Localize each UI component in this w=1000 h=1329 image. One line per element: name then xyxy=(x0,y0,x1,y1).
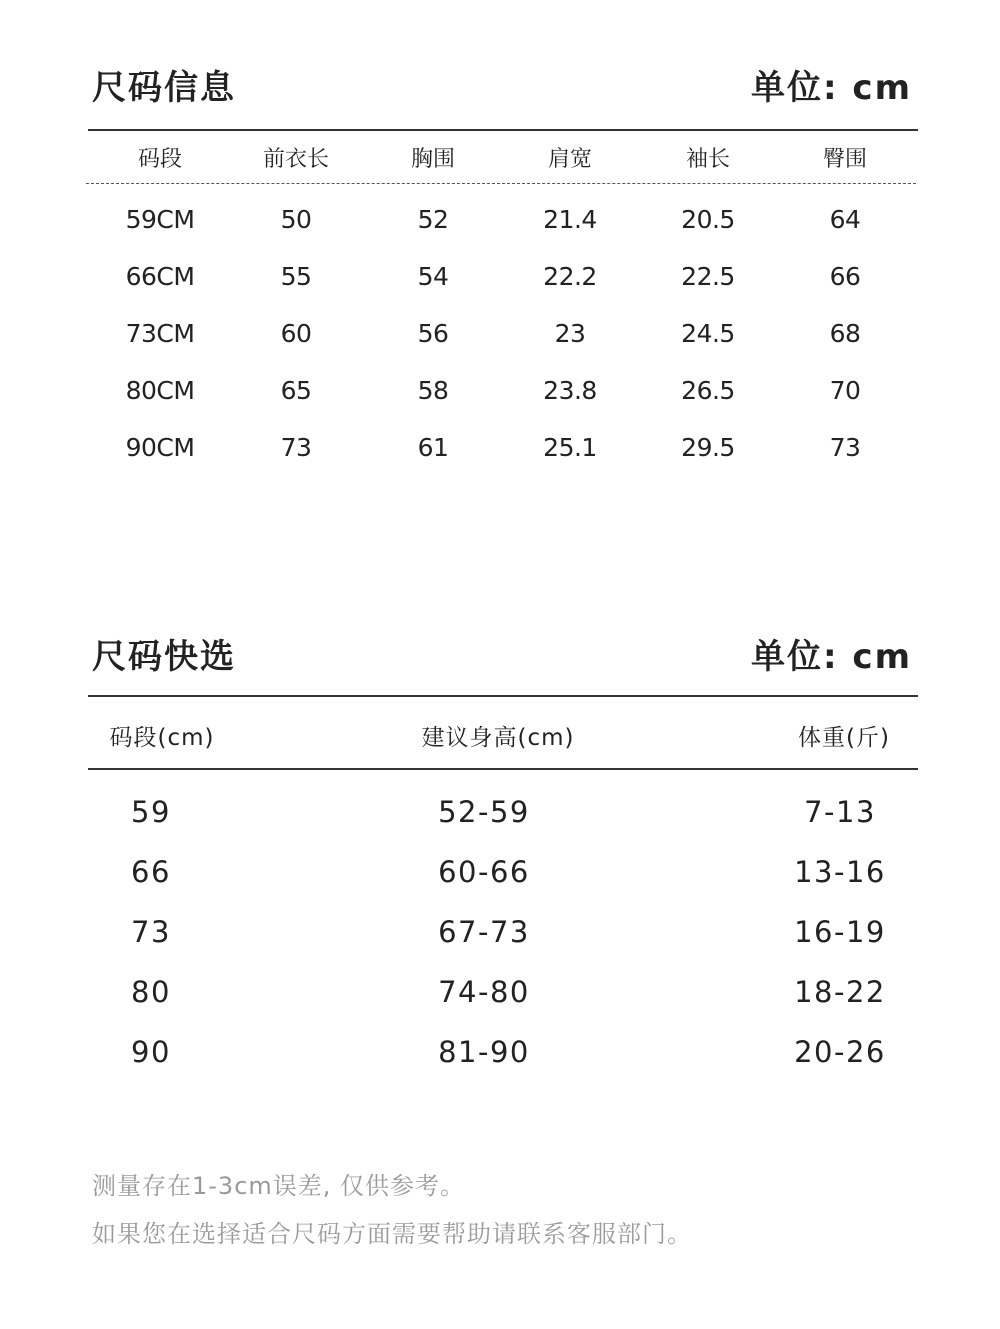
cell-weight: 16-19 xyxy=(794,915,886,949)
cell-front-length: 60 xyxy=(280,319,312,348)
cell-shoulder: 21.4 xyxy=(543,205,597,234)
cell-size: 90CM xyxy=(125,433,195,462)
cell-shoulder: 25.1 xyxy=(543,433,597,462)
size-info-title: 尺码信息 xyxy=(92,68,236,108)
cell-hip: 68 xyxy=(829,319,861,348)
cell-size: 73 xyxy=(131,915,171,949)
cell-chest: 56 xyxy=(417,319,449,348)
quick-select-unit: 单位: cm xyxy=(750,637,912,677)
cell-sleeve: 26.5 xyxy=(681,376,735,405)
size-info-header-divider xyxy=(86,183,916,184)
cell-weight: 7-13 xyxy=(804,795,876,829)
cell-weight: 18-22 xyxy=(794,975,886,1009)
header-size-range: 码段 xyxy=(137,147,183,172)
cell-size: 90 xyxy=(131,1035,171,1069)
cell-hip: 73 xyxy=(829,433,861,462)
cell-height: 74-80 xyxy=(438,975,530,1009)
cell-weight: 20-26 xyxy=(794,1035,886,1069)
cell-height: 81-90 xyxy=(438,1035,530,1069)
cell-shoulder: 23.8 xyxy=(543,376,597,405)
cell-chest: 54 xyxy=(417,262,449,291)
cell-size: 66 xyxy=(131,855,171,889)
measurement-note: 测量存在1-3cm误差, 仅供参考。 xyxy=(92,1172,466,1200)
cell-hip: 66 xyxy=(829,262,861,291)
cell-front-length: 73 xyxy=(280,433,312,462)
help-note: 如果您在选择适合尺码方面需要帮助请联系客服部门。 xyxy=(92,1220,692,1248)
cell-shoulder: 22.2 xyxy=(543,262,597,291)
cell-height: 60-66 xyxy=(438,855,530,889)
cell-size: 66CM xyxy=(125,262,195,291)
cell-sleeve: 24.5 xyxy=(681,319,735,348)
cell-weight: 13-16 xyxy=(794,855,886,889)
header-front-length: 前衣长 xyxy=(262,147,330,172)
cell-shoulder: 23 xyxy=(554,319,586,348)
cell-hip: 70 xyxy=(829,376,861,405)
quick-select-top-rule xyxy=(88,695,918,697)
cell-sleeve: 20.5 xyxy=(681,205,735,234)
header-chest: 胸围 xyxy=(410,147,456,172)
cell-height: 52-59 xyxy=(438,795,530,829)
cell-chest: 61 xyxy=(417,433,449,462)
header-suggested-height: 建议身高(cm) xyxy=(421,725,575,751)
cell-size: 59 xyxy=(131,795,171,829)
header-hip: 臀围 xyxy=(822,147,868,172)
header-sleeve: 袖长 xyxy=(685,147,731,172)
cell-sleeve: 29.5 xyxy=(681,433,735,462)
header-size-range-cm: 码段(cm) xyxy=(109,725,215,751)
cell-size: 59CM xyxy=(125,205,195,234)
cell-sleeve: 22.5 xyxy=(681,262,735,291)
cell-size: 73CM xyxy=(125,319,195,348)
cell-front-length: 55 xyxy=(280,262,312,291)
cell-size: 80CM xyxy=(125,376,195,405)
cell-chest: 58 xyxy=(417,376,449,405)
header-weight: 体重(斤) xyxy=(798,725,890,751)
cell-front-length: 50 xyxy=(280,205,312,234)
size-info-unit: 单位: cm xyxy=(750,68,912,108)
cell-hip: 64 xyxy=(829,205,861,234)
size-info-top-rule xyxy=(88,129,918,131)
cell-chest: 52 xyxy=(417,205,449,234)
header-shoulder: 肩宽 xyxy=(547,147,593,172)
cell-size: 80 xyxy=(131,975,171,1009)
cell-front-length: 65 xyxy=(280,376,312,405)
cell-height: 67-73 xyxy=(438,915,530,949)
quick-select-header-divider xyxy=(88,768,918,770)
quick-select-title: 尺码快选 xyxy=(92,637,236,677)
